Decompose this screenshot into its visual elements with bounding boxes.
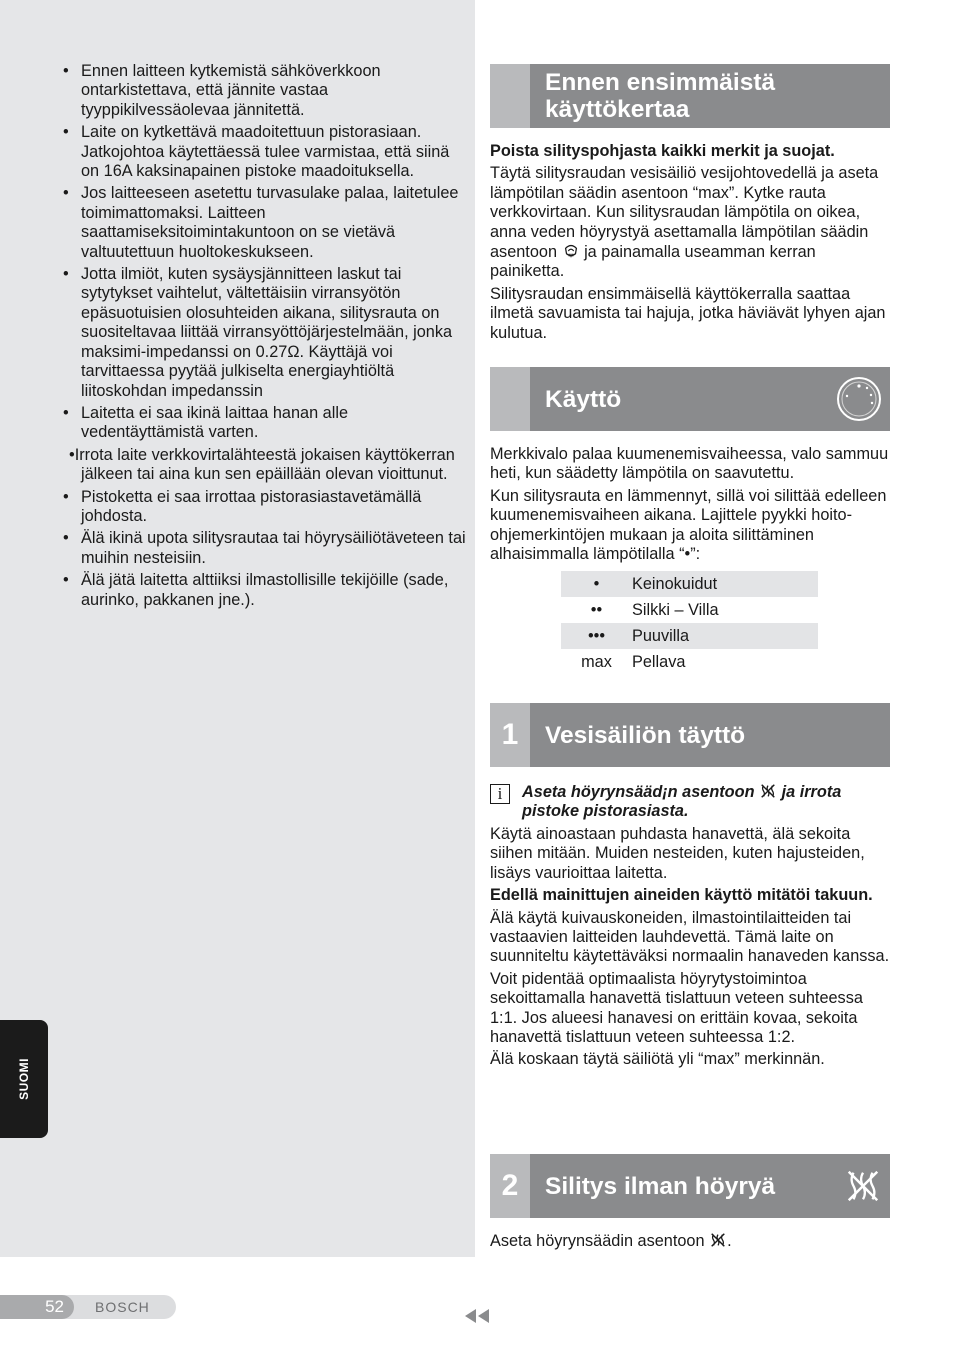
- list-item: • Pistoketta ei saa irrottaa pistorasiastavetämällä johdosta.: [62, 488, 467, 527]
- left-column-panel: [0, 0, 475, 1257]
- table-cell-value: Silkki – Villa: [632, 600, 719, 619]
- list-item: • Älä jätä laitetta alttiiksi ilmastollisille tekijöille (sade, aurinko, pakkanen jne.).: [62, 571, 467, 610]
- section-title: Ennen ensimmäistä käyttökertaa: [545, 69, 776, 123]
- info-text-part: ja irrota pistoke pistorasiasta.: [522, 783, 842, 821]
- paragraph: Voit pidentää optimaalista höyrytystoimintoa sekoittamalla hanavettä tislattuun veteen suhteessa 1:1. Jos alueesi hanavesi on erittäin kovaa, sekoita hanavettä tislattuun veteen suhteessa 1:2.: [490, 969, 863, 1047]
- self-clean-icon: [562, 242, 580, 260]
- table-row: [561, 571, 818, 597]
- table-cell-value: Pellava: [632, 652, 686, 671]
- info-note: [490, 782, 890, 822]
- paragraph-text: Aseta höyrynsäädin asentoon: [490, 1232, 705, 1250]
- section-number: 1: [501, 718, 519, 751]
- section-header-usage: [490, 367, 890, 431]
- paragraph-text: Täytä silitysraudan vesisäiliö vesijohtovedellä ja aseta lämpötilan säädin asentoon “max”. Kytke rauta verkkovirtaan. Kun silitysraudan lämpötila on oikea, anna veden höyrystyä asettamalla lämpötilan säädin asentoon: [490, 164, 879, 262]
- paragraph: Silitysraudan ensimmäisellä käyttökerralla saattaa ilmetä savuamista tai hajuja, jotka häviävät lyhyen ajan kulutua.: [490, 284, 886, 342]
- paragraph: [490, 164, 890, 281]
- section-body-first-use: [490, 142, 890, 346]
- list-item: • Laitetta ei saa ikinä laittaa hanan alle vedentäyttämistä varten.: [62, 404, 467, 443]
- list-item: • Jotta ilmiöt, kuten sysäysjännitteen laskut tai sytytykset vaihtelut, vältettäisiin virransyötön epäsuotuisien olosuhteiden aikana, silitysrauta on suositeltavaa liittää virransyöttöjärjestelmään, jonka maksimi-impedanssi on 0.27Ω. Käyttäjä voi tarvittaessa pyytää julkiselta energiayhtiöltä liitoskohdan impedanssin: [62, 265, 467, 401]
- section-title: Silitys ilman höyryä: [545, 1172, 776, 1200]
- list-item: • Älä ikinä upota silitysrautaa tai höyrysäiliötäveteen tai muihin nesteisiin.: [62, 529, 467, 568]
- section-header-no-steam: [490, 1154, 890, 1218]
- previous-page-icon[interactable]: [463, 1308, 491, 1324]
- info-icon: i: [490, 784, 510, 804]
- paragraph-text: ja painamalla useamman kerran painiketta.: [490, 243, 816, 281]
- section-header-water-fill: [490, 703, 890, 767]
- page-number: 52: [0, 1295, 74, 1319]
- table-cell-value: Keinokuidut: [632, 571, 818, 597]
- table-row: [561, 649, 818, 675]
- section-title: Vesisäiliön täyttö: [545, 721, 746, 749]
- warranty-warning: Edellä mainittujen aineiden käyttö mitätöi takuun.: [490, 886, 873, 905]
- paragraph: Käytä ainoastaan puhdasta hanavettä, älä sekoita siihen mitään. Muiden nesteiden, kuten hajusteiden, lisäys vaurioittaa laitetta.: [490, 825, 865, 882]
- temperature-dial-icon: [834, 374, 884, 424]
- language-tab: [0, 1020, 48, 1138]
- header-accent-square: [490, 64, 530, 128]
- table-cell-key: •••: [561, 623, 632, 649]
- table-cell-key: •: [561, 571, 632, 597]
- section-title: Käyttö: [545, 385, 622, 413]
- list-item: • Jos laitteeseen asetettu turvasulake palaa, laitetulee toimimattomaksi. Laitteen saattamiseksitoimintakuntoon on se vietävä valtuutettuun huoltokeskukseen.: [62, 184, 467, 262]
- table-row: [561, 623, 818, 649]
- temperature-table: [561, 571, 818, 675]
- steam-off-icon: [709, 1231, 727, 1249]
- section-number: 2: [501, 1169, 519, 1202]
- paragraph-text: .: [727, 1232, 732, 1250]
- section-header-first-use: [490, 64, 890, 128]
- list-item: • Laite on kytkettävä maadoitettuun pistorasiaan. Jatkojohtoa käytettäessä tulee varmistaa, että siinä on 16A kaksinapainen pistoke maadoituksella.: [62, 123, 467, 181]
- list-item: [62, 446, 467, 485]
- section-body-usage: [490, 445, 890, 567]
- table-cell-key: max: [581, 652, 612, 671]
- paragraph: Kun silitysrauta en lämmennyt, sillä voi silittää edelleen kuumenemisvaiheen aikana. Lajittele pyykki hoito-ohjemerkintöjen mukaan ja aloita silittäminen alhaisimmalla lämpötilalla “•”:: [490, 486, 887, 564]
- brand-name: BOSCH: [95, 1299, 150, 1315]
- table-cell-value: Puuvilla: [632, 623, 818, 649]
- info-text-part: Aseta höyrynsääd¡n asentoon: [522, 783, 755, 801]
- table-row: [561, 597, 818, 623]
- header-accent-square: [490, 367, 530, 431]
- language-label: SUOMI: [17, 1058, 31, 1100]
- paragraph: Merkkivalo palaa kuumenemisvaiheessa, valo sammuu heti, kun säädetty lämpötila on saavutettu.: [490, 445, 889, 483]
- paragraph: [490, 1231, 890, 1251]
- section-body-water-fill: [490, 825, 890, 1073]
- list-item: • Ennen laitteen kytkemistä sähköverkkoon ontarkistettava, että jännite vastaa tyyppikilvessäolevaa jännitettä.: [62, 62, 467, 120]
- section-body-no-steam: [490, 1231, 890, 1254]
- table-cell-key: ••: [590, 600, 603, 619]
- steam-off-icon: [844, 1167, 882, 1205]
- bold-intro: Poista silityspohjasta kaikki merkit ja suojat.: [490, 142, 835, 160]
- steam-off-icon: [759, 782, 777, 800]
- paragraph: Älä koskaan täytä säiliötä yli “max” merkinnän.: [490, 1050, 825, 1069]
- list-item-text: •Irrota laite verkkovirtalähteestä jokaisen käyttökerran jälkeen tai aina kun sen epäillään olevan vioittunut.: [69, 445, 455, 484]
- info-note-text: [522, 782, 890, 822]
- paragraph: Älä käytä kuivauskoneiden, ilmastointilaitteiden tai vastaavien laitteiden lauhdevettä. Tämä laite on suunniteltu käytettäväksi normaalin hanaveden kanssa.: [490, 908, 890, 966]
- safety-instructions-list: [62, 62, 467, 613]
